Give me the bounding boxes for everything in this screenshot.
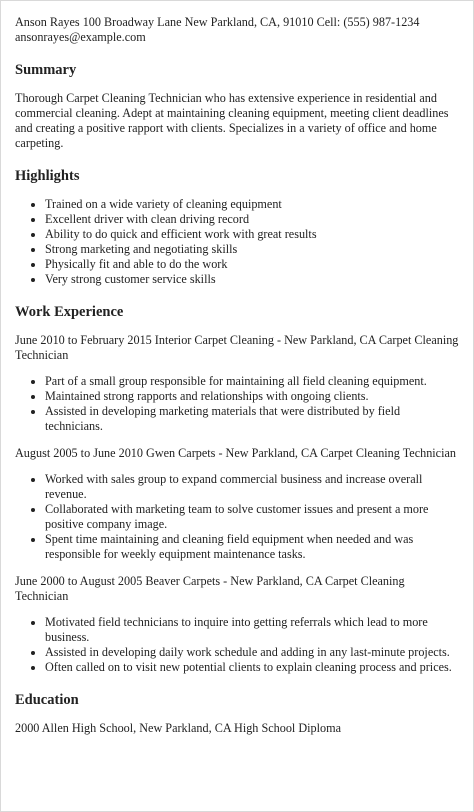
- summary-section: [15, 62, 459, 151]
- experience-section: [15, 304, 459, 675]
- job-bullet: • Collaborated with marketing team to solve customer issues and present a more positive company image.: [45, 502, 459, 532]
- highlight-item: • Ability to do quick and efficient work with great results: [45, 227, 459, 242]
- job-bullets: [15, 472, 459, 562]
- job-entry: [15, 446, 459, 562]
- education-section: [15, 692, 459, 736]
- highlight-item: • Physically fit and able to do the work: [45, 257, 459, 272]
- contact-email: ansonrayes@example.com: [15, 30, 146, 44]
- job-entry: [15, 333, 459, 434]
- job-bullet: • Maintained strong rapports and relationships with ongoing clients.: [45, 389, 459, 404]
- contact-block: [15, 15, 459, 45]
- job-bullet: • Worked with sales group to expand commercial business and increase overall revenue.: [45, 472, 459, 502]
- job-title: June 2000 to August 2005 Beaver Carpets - New Parkland, CA Carpet Cleaning Technician: [15, 574, 405, 603]
- job-bullet: • Assisted in developing daily work schedule and adding in any last-minute projects.: [45, 645, 459, 660]
- highlight-item: • Excellent driver with clean driving record: [45, 212, 459, 227]
- highlights-heading: Highlights: [15, 168, 80, 184]
- summary-text: Thorough Carpet Cleaning Technician who has extensive experience in residential and commercial cleaning. Adept at maintaining cleaning equipment, meeting client deadlines and creating a positive rapport with clients. Specializes in a variety of office and home carpeting.: [15, 91, 449, 150]
- job-bullets: [15, 374, 459, 434]
- summary-heading: Summary: [15, 62, 77, 78]
- job-bullet: • Assisted in developing marketing materials that were distributed by field technicians.: [45, 404, 459, 434]
- job-bullets: [15, 615, 459, 675]
- job-bullet: • Part of a small group responsible for maintaining all field cleaning equipment.: [45, 374, 459, 389]
- job-bullet: • Spent time maintaining and cleaning field equipment when needed and was responsible for weekly equipment maintenance tasks.: [45, 532, 459, 562]
- highlight-item: • Trained on a wide variety of cleaning equipment: [45, 197, 459, 212]
- highlights-list: [15, 197, 459, 287]
- job-title: June 2010 to February 2015 Interior Carpet Cleaning - New Parkland, CA Carpet Cleaning Technician: [15, 333, 459, 362]
- highlight-item: • Strong marketing and negotiating skills: [45, 242, 459, 257]
- job-bullet: • Often called on to visit new potential clients to explain cleaning process and prices.: [45, 660, 459, 675]
- job-entry: [15, 574, 459, 675]
- contact-line-address: Anson Rayes 100 Broadway Lane New Parkland, CA, 91010 Cell: (555) 987-1234: [15, 15, 420, 29]
- highlight-item: • Very strong customer service skills: [45, 272, 459, 287]
- education-line: 2000 Allen High School, New Parkland, CA High School Diploma: [15, 721, 341, 735]
- education-heading: Education: [15, 692, 79, 708]
- job-bullet: • Motivated field technicians to inquire into getting referrals which lead to more business.: [45, 615, 459, 645]
- job-title: August 2005 to June 2010 Gwen Carpets - New Parkland, CA Carpet Cleaning Technician: [15, 446, 456, 460]
- highlights-section: [15, 168, 459, 287]
- experience-heading: Work Experience: [15, 304, 124, 320]
